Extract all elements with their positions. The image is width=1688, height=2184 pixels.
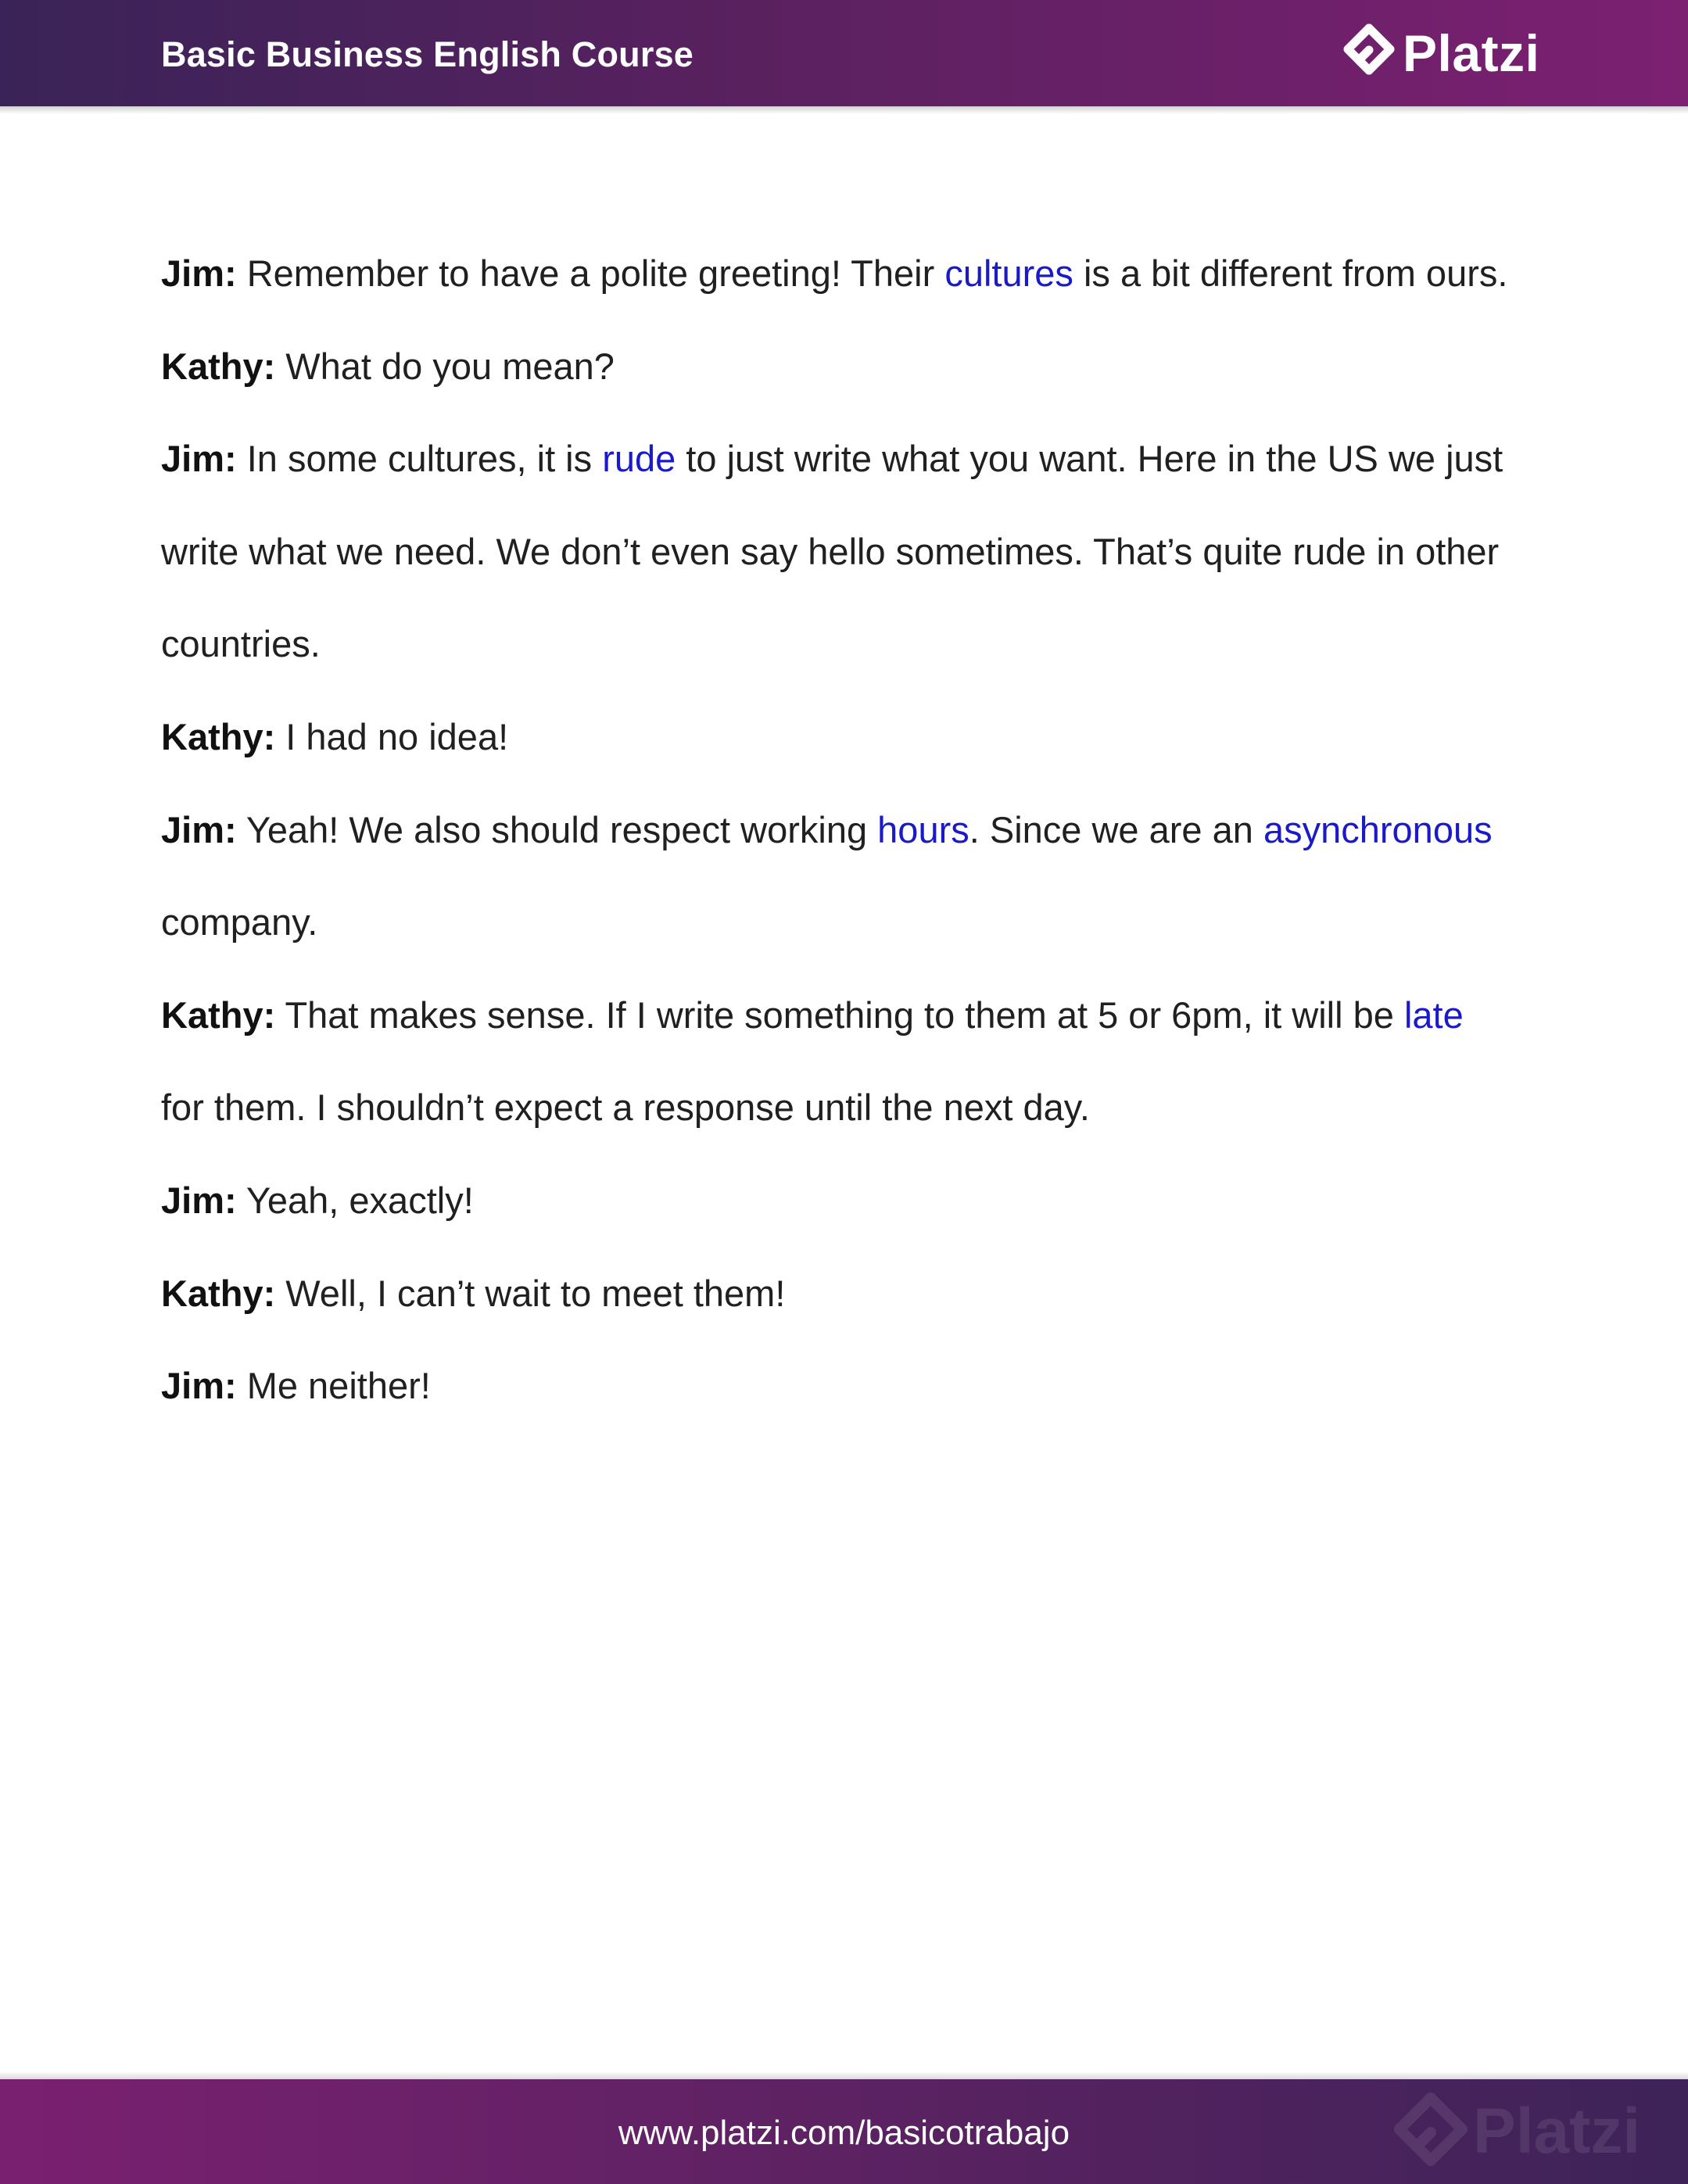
vocabulary-word: hours	[877, 808, 969, 850]
footer-url: www.platzi.com/basicotrabajo	[618, 2114, 1070, 2152]
dialogue-line	[161, 614, 1584, 707]
dialogue-text: Well, I can’t wait to meet them!	[275, 1272, 786, 1314]
dialogue-text: I had no idea!	[275, 715, 509, 757]
dialogue-text: company.	[161, 901, 318, 943]
dialogue-text: Yeah, exactly!	[236, 1179, 474, 1221]
platzi-watermark-icon	[1392, 2090, 1688, 2176]
dialogue-text: is a bit different from ours.	[1073, 252, 1508, 294]
footer-shadow	[0, 2071, 1688, 2079]
vocabulary-word: late	[1403, 994, 1464, 1036]
dialogue-line	[161, 429, 1584, 522]
page-footer	[0, 2079, 1688, 2184]
platzi-logo	[1343, 20, 1539, 86]
dialogue-line	[161, 522, 1584, 615]
vocabulary-word: rude	[602, 438, 676, 480]
speaker-name: Jim:	[161, 438, 237, 480]
platzi-logo-icon	[1343, 23, 1395, 83]
dialogue-line	[161, 1078, 1584, 1171]
header-shadow	[0, 106, 1688, 114]
watermark-text: Platzi	[1473, 2096, 1641, 2167]
vocabulary-word: asynchronous	[1263, 808, 1493, 850]
speaker-name: Jim:	[161, 1365, 237, 1407]
dialogue-text: countries.	[161, 623, 321, 665]
speaker-name: Kathy:	[161, 994, 276, 1036]
dialogue-line	[161, 986, 1584, 1079]
dialogue-text: In some cultures, it is	[236, 438, 603, 480]
dialogue-text: write what we need. We don’t even say hello sometimes. That’s quite rude in other	[161, 530, 1500, 572]
speaker-name: Kathy:	[161, 345, 276, 387]
speaker-name: Jim:	[161, 808, 237, 850]
dialogue-text: Remember to have a polite greeting! Their	[236, 252, 945, 294]
speaker-name: Kathy:	[161, 1272, 276, 1314]
page-header	[0, 0, 1688, 106]
speaker-name: Jim:	[161, 252, 237, 294]
dialogue-line	[161, 893, 1584, 986]
dialogue-text: Yeah! We also should respect working	[236, 808, 878, 850]
speaker-name: Kathy:	[161, 715, 276, 757]
platzi-watermark	[1392, 2090, 1688, 2180]
dialogue-text: . Since we are an	[969, 808, 1263, 850]
dialogue-line	[161, 1171, 1584, 1264]
dialogue-line	[161, 1356, 1584, 1449]
brand-name: Platzi	[1403, 24, 1540, 82]
speaker-name: Jim:	[161, 1179, 237, 1221]
dialogue-line	[161, 337, 1584, 430]
dialogue-line	[161, 800, 1584, 893]
dialogue-text: That makes sense. If I write something to them at 5 or 6pm, it will be	[275, 994, 1404, 1036]
course-title: Basic Business English Course	[161, 34, 694, 74]
dialogue-text: for them. I shouldn’t expect a response until the next day.	[161, 1087, 1090, 1129]
dialogue-line	[161, 707, 1584, 800]
dialogue-line	[161, 1264, 1584, 1357]
dialogue-transcript	[161, 244, 1584, 1449]
dialogue-line	[161, 244, 1584, 337]
dialogue-text: Me neither!	[236, 1365, 431, 1407]
dialogue-text: to just write what you want. Here in the US we just	[676, 438, 1503, 480]
vocabulary-word: cultures	[944, 252, 1073, 294]
dialogue-text: What do you mean?	[275, 345, 615, 387]
